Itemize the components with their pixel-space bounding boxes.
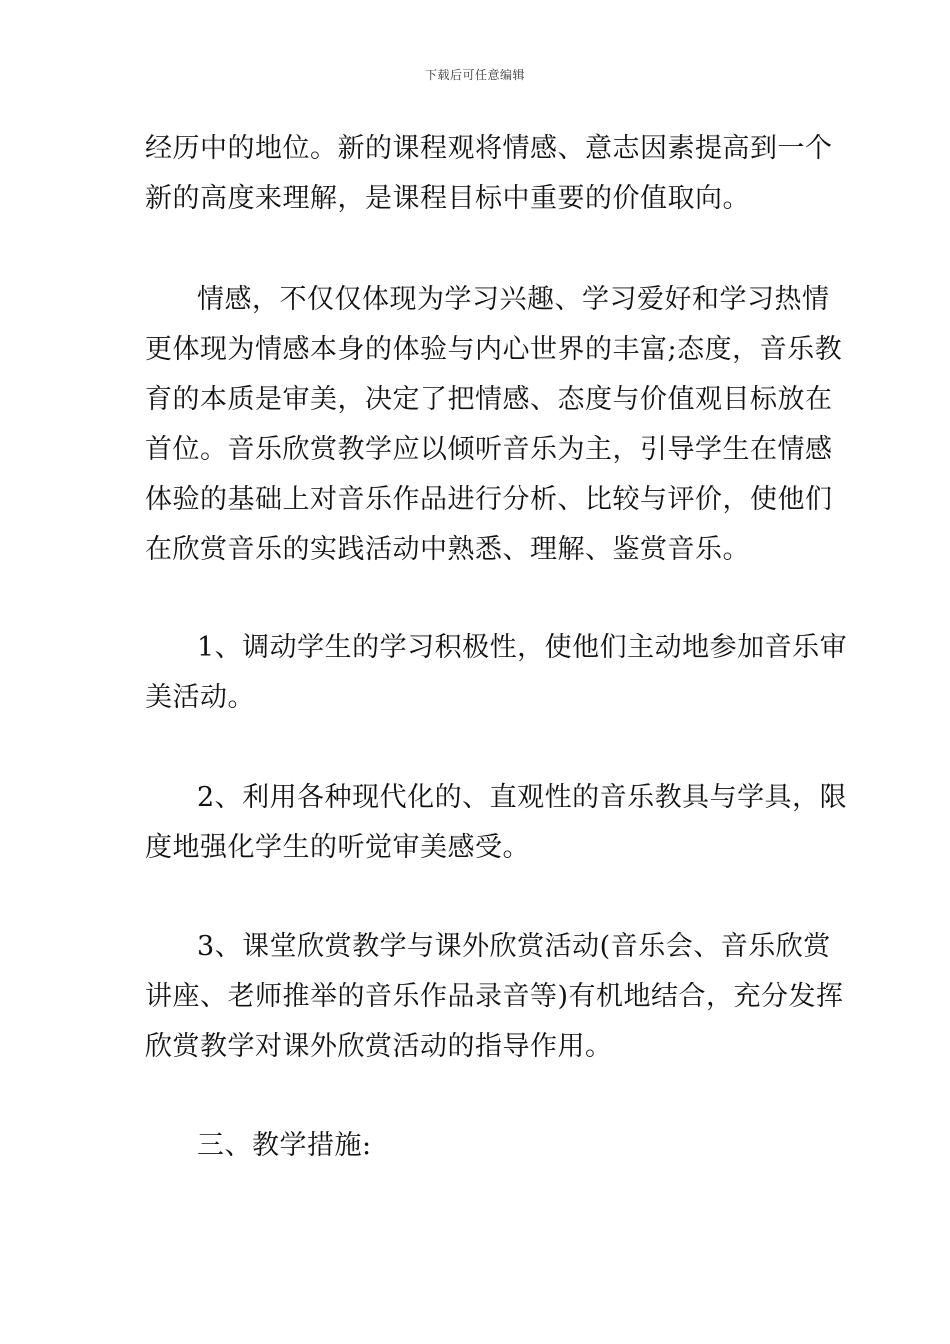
body-line-3: 情感，不仅仅体现为学习兴趣、学习爱好和学习热情 bbox=[197, 284, 830, 315]
body-line-9: 1、调动学生的学习积极性，使他们主动地参加音乐审 bbox=[197, 632, 848, 663]
body-line-15: 欣赏教学对课外欣赏活动的指导作用。 bbox=[145, 1031, 613, 1062]
body-line-8: 在欣赏音乐的实践活动中熟悉、理解、鉴赏音乐。 bbox=[145, 534, 750, 565]
body-line-10: 美活动。 bbox=[145, 682, 255, 713]
section-heading: 三、教学措施: bbox=[197, 1130, 372, 1161]
header-note: 下载后可任意编辑 bbox=[424, 68, 525, 82]
body-line-14: 讲座、老师推举的音乐作品录音等)有机地结合，充分发挥 bbox=[145, 981, 844, 1012]
body-line-1: 经历中的地位。新的课程观将情感、意志因素提高到一个 bbox=[145, 133, 833, 164]
body-line-6: 首位。音乐欣赏教学应以倾听音乐为主，引导学生在情感 bbox=[145, 434, 833, 465]
body-line-11: 2、利用各种现代化的、直观性的音乐教具与学具，限 bbox=[197, 782, 848, 813]
body-line-7: 体验的基础上对音乐作品进行分析、比较与评价，使他们 bbox=[145, 484, 833, 515]
body-line-5: 育的本质是审美，决定了把情感、态度与价值观目标放在 bbox=[145, 384, 833, 415]
body-line-13: 3、课堂欣赏教学与课外欣赏活动(音乐会、音乐欣赏 bbox=[197, 931, 831, 962]
body-line-12: 度地强化学生的听觉审美感受。 bbox=[145, 832, 530, 863]
body-line-2: 新的高度来理解，是课程目标中重要的价值取向。 bbox=[145, 183, 750, 214]
body-line-4: 更体现为情感本身的体验与内心世界的丰富;态度，音乐教 bbox=[145, 334, 843, 365]
